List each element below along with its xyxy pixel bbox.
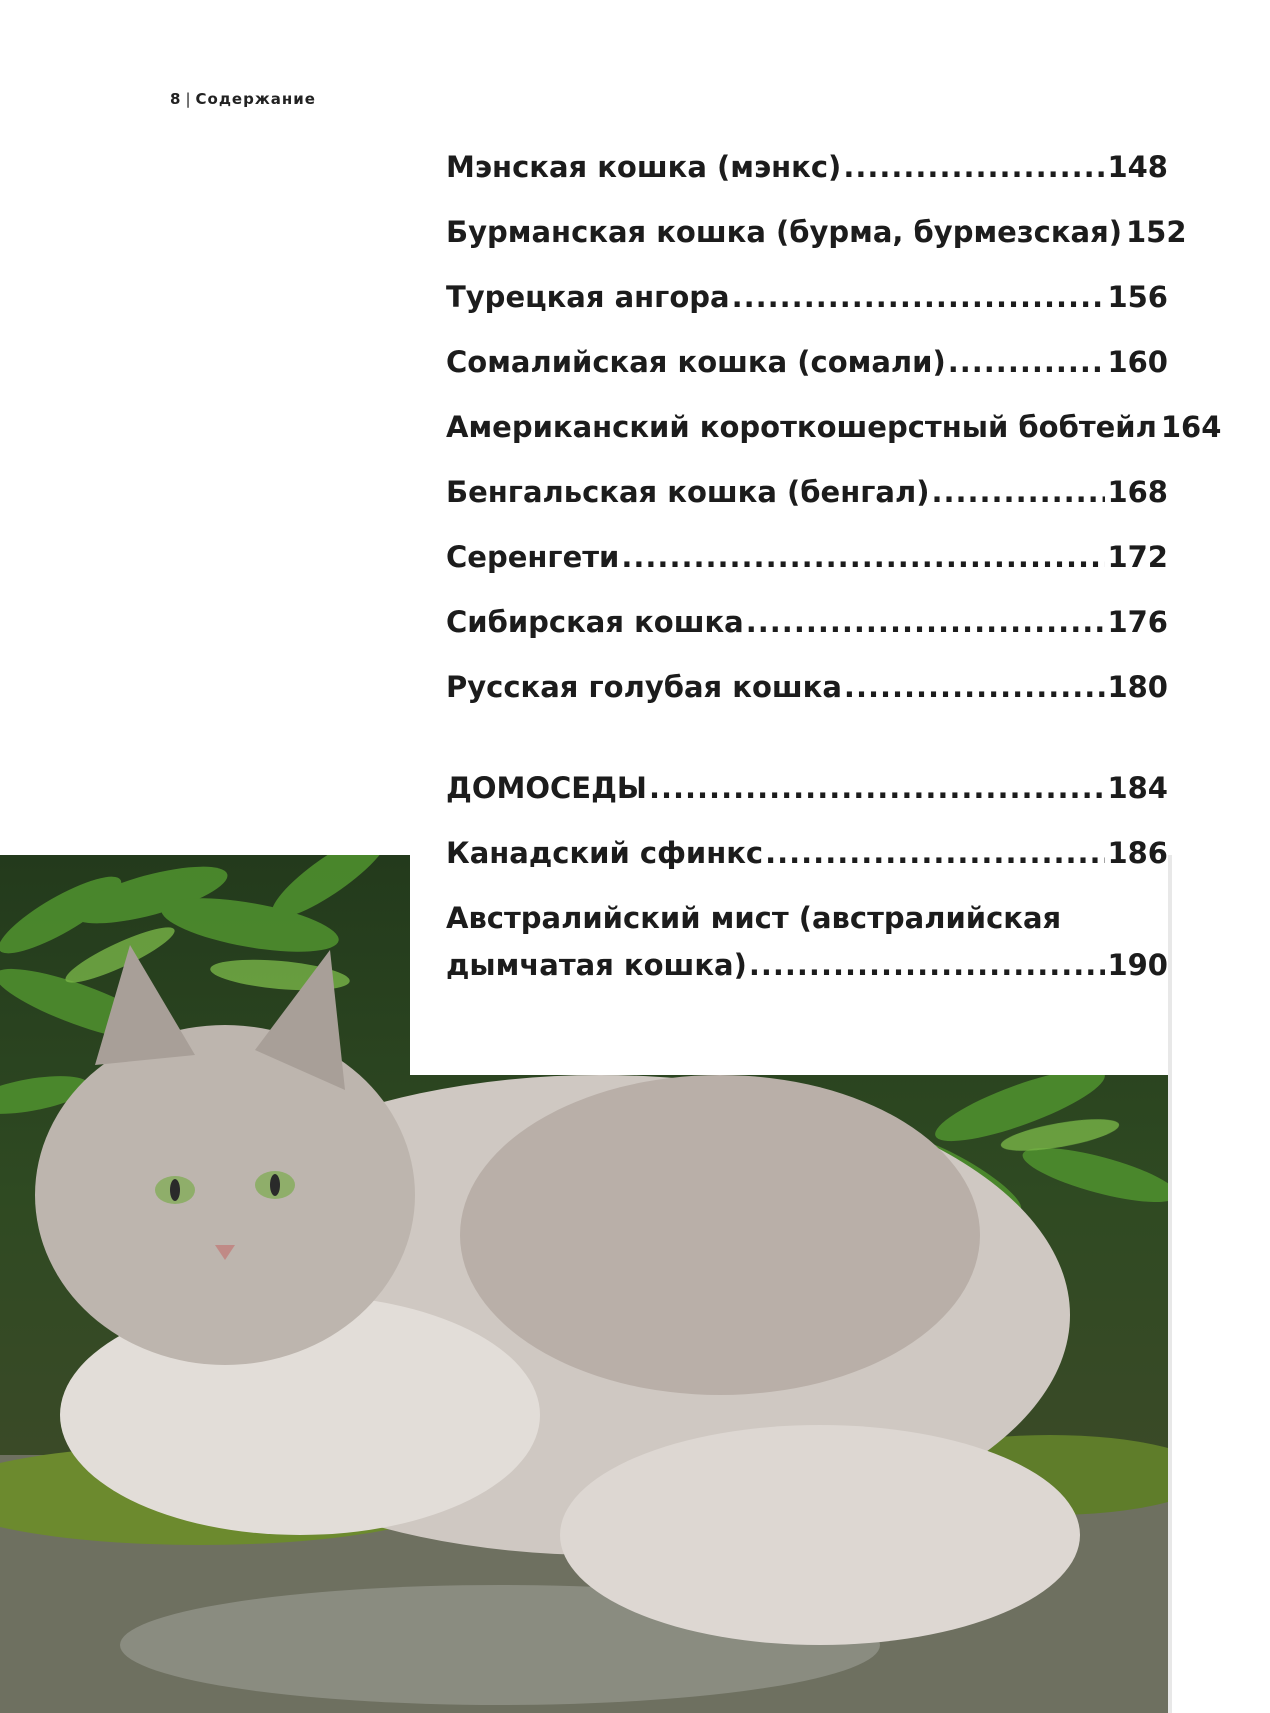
toc-entry-multiline[interactable]: Австралийский мист (австралийская дымчатая кошка) ..... 190 (446, 901, 1168, 982)
toc-entry[interactable]: Мэнская кошка (мэнкс) ..... 148 (446, 150, 1168, 215)
toc-entry[interactable]: Бурманская кошка (бурма, бурмезская) 152 (446, 215, 1187, 249)
page-number: 8 (170, 90, 182, 108)
toc-entry[interactable]: Сибирская кошка ..... 176 (446, 605, 1168, 670)
toc-section-entry[interactable]: ДОМОСЕДЫ ..... 184 (446, 771, 1168, 836)
toc-entry[interactable]: Канадский сфинкс ..... 186 (446, 836, 1168, 901)
section-name: Содержание (195, 90, 316, 108)
toc-entry[interactable]: Серенгети ..... 172 (446, 540, 1168, 605)
running-header: 8 | Содержание (170, 90, 316, 108)
toc-entry[interactable]: Американский короткошерстный бобтейл 164 (446, 410, 1222, 444)
toc-entry[interactable]: Русская голубая кошка ..... 180 (446, 670, 1168, 771)
toc-entry[interactable]: Сомалийская кошка (сомали) ..... 160 (446, 345, 1168, 410)
page-edge (1168, 855, 1172, 1713)
toc-entry[interactable]: Турецкая ангора ..... 156 (446, 280, 1168, 345)
table-of-contents (446, 150, 1222, 982)
toc-entry[interactable]: Бенгальская кошка (бенгал) ..... 168 (446, 475, 1168, 540)
